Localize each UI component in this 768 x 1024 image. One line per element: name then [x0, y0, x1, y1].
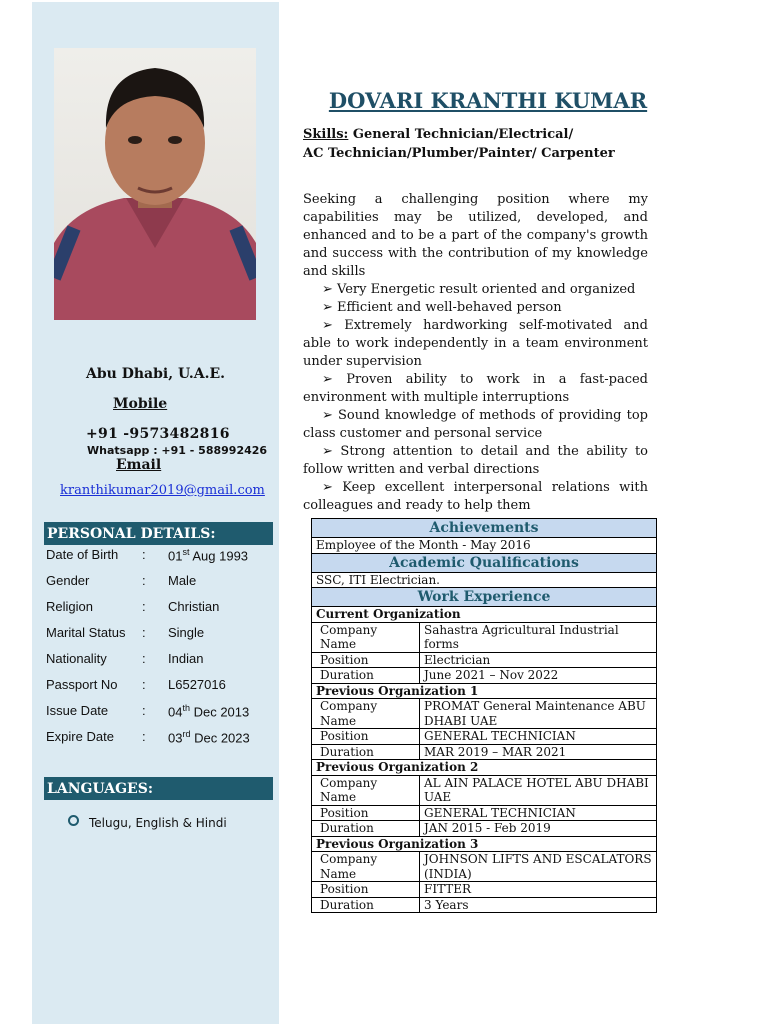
mobile-heading: Mobile — [113, 396, 168, 412]
duration-value: JAN 2015 - Feb 2019 — [420, 821, 657, 837]
personal-detail-label: Gender — [46, 573, 90, 588]
academic-item: SSC, ITI Electrician. — [312, 572, 657, 588]
separator: : — [142, 625, 146, 640]
position-label: Position — [312, 805, 420, 821]
position-value: GENERAL TECHNICIAN — [420, 729, 657, 745]
strength-text: Very Energetic result oriented and organized — [337, 282, 636, 297]
personal-detail-label: Marital Status — [46, 625, 126, 640]
duration-label: Duration — [312, 897, 420, 913]
org-title-row — [312, 760, 657, 776]
company-name-row — [312, 699, 657, 729]
arrow-bullet-icon: ➢ — [322, 408, 339, 423]
languages-value: Telugu, English & Hindi — [89, 816, 227, 830]
company-name-row — [312, 775, 657, 805]
duration-label: Duration — [312, 744, 420, 760]
strength-text: Keep excellent interpersonal relations with colleagues and ready to help them — [303, 480, 649, 513]
duration-row — [312, 744, 657, 760]
achievement-item: Employee of the Month - May 2016 — [312, 538, 657, 554]
skills-line-2: AC Technician/Plumber/Painter/ Carpenter — [303, 146, 615, 161]
company-name-value: Sahastra Agricultural Industrial forms — [420, 622, 657, 652]
strength-item — [303, 281, 648, 299]
company-name-label: Company Name — [312, 699, 420, 729]
position-label: Position — [312, 882, 420, 898]
personal-detail-label: Passport No — [46, 677, 118, 692]
company-name-value: PROMAT General Maintenance ABU DHABI UAE — [420, 699, 657, 729]
work-experience-heading: Work Experience — [312, 588, 657, 607]
personal-detail-value: 03rd Dec 2023 — [168, 729, 250, 746]
duration-value: MAR 2019 – MAR 2021 — [420, 744, 657, 760]
position-row — [312, 729, 657, 745]
separator: : — [142, 547, 146, 562]
personal-detail-row — [46, 677, 276, 697]
strength-item — [303, 407, 648, 443]
personal-detail-row — [46, 729, 276, 749]
personal-detail-row — [46, 703, 276, 723]
email-link[interactable]: kranthikumar2019@gmail.com — [60, 483, 265, 498]
company-name-label: Company Name — [312, 775, 420, 805]
position-row — [312, 882, 657, 898]
org-title: Current Organization — [312, 607, 657, 623]
academic-heading: Academic Qualifications — [312, 553, 657, 572]
strength-item — [303, 317, 648, 371]
org-title-row — [312, 836, 657, 852]
company-name-value: AL AIN PALACE HOTEL ABU DHABI UAE — [420, 775, 657, 805]
personal-detail-row — [46, 625, 276, 645]
position-value: FITTER — [420, 882, 657, 898]
position-row — [312, 652, 657, 668]
personal-detail-label: Nationality — [46, 651, 107, 666]
personal-detail-value: Indian — [168, 651, 204, 666]
separator: : — [142, 651, 146, 666]
strengths-list — [303, 281, 648, 515]
arrow-bullet-icon: ➢ — [322, 444, 341, 459]
arrow-bullet-icon: ➢ — [322, 318, 345, 333]
org-title-row — [312, 683, 657, 699]
achievements-heading: Achievements — [312, 519, 657, 538]
personal-detail-row — [46, 651, 276, 671]
email-heading: Email — [116, 457, 162, 473]
objective-text: Seeking a challenging position where my capabilities may be utilized, developed, and enhanced and to be a part of the company's growth and success with the contribution of my knowledge and skills — [303, 192, 648, 279]
company-name-label: Company Name — [312, 622, 420, 652]
arrow-bullet-icon: ➢ — [322, 282, 338, 297]
duration-value: June 2021 – Nov 2022 — [420, 668, 657, 684]
strength-text: Extremely hardworking self-motivated and able to work independently in a team environment under supervision — [303, 318, 648, 369]
duration-label: Duration — [312, 821, 420, 837]
personal-detail-label: Issue Date — [46, 703, 109, 718]
personal-detail-value: 04th Dec 2013 — [168, 703, 250, 720]
personal-detail-row — [46, 547, 276, 567]
org-title: Previous Organization 1 — [312, 683, 657, 699]
objective-section — [303, 191, 648, 515]
duration-row — [312, 821, 657, 837]
candidate-name: DOVARI KRANTHI KUMAR — [328, 88, 648, 113]
position-label: Position — [312, 729, 420, 745]
strength-item — [303, 443, 648, 479]
org-title: Previous Organization 3 — [312, 836, 657, 852]
personal-detail-label: Religion — [46, 599, 93, 614]
personal-detail-value: Single — [168, 625, 205, 640]
position-label: Position — [312, 652, 420, 668]
arrow-bullet-icon: ➢ — [322, 300, 338, 315]
personal-details-heading: PERSONAL DETAILS: — [44, 522, 273, 545]
phone-number: +91 -9573482816 — [86, 426, 230, 442]
circle-bullet-icon — [68, 815, 79, 826]
personal-detail-row — [46, 573, 276, 593]
personal-detail-value: Male — [168, 573, 197, 588]
separator: : — [142, 677, 146, 692]
arrow-bullet-icon: ➢ — [322, 480, 343, 495]
languages-heading: LANGUAGES: — [44, 777, 273, 800]
strength-item — [303, 299, 648, 317]
personal-detail-label: Expire Date — [46, 729, 114, 744]
personal-detail-label: Date of Birth — [46, 547, 119, 562]
separator: : — [142, 599, 146, 614]
personal-detail-value: Christian — [168, 599, 220, 614]
whatsapp-number: Whatsapp : +91 - 588992426 — [87, 444, 268, 457]
strength-item — [303, 479, 648, 515]
duration-label: Duration — [312, 668, 420, 684]
strength-text: Sound knowledge of methods of providing top class customer and personal service — [303, 408, 648, 441]
org-title: Previous Organization 2 — [312, 760, 657, 776]
personal-detail-row — [46, 599, 276, 619]
position-value: Electrician — [420, 652, 657, 668]
duration-value: 3 Years — [420, 897, 657, 913]
separator: : — [142, 573, 146, 588]
duration-row — [312, 668, 657, 684]
skills-line-1: General Technician/Electrical/ — [348, 127, 574, 142]
strength-item — [303, 371, 648, 407]
strength-text: Strong attention to detail and the ability to follow written and verbal directions — [303, 444, 648, 477]
skills-label: Skills: — [303, 127, 349, 142]
duration-row — [312, 897, 657, 913]
personal-detail-value: 01st Aug 1993 — [168, 547, 249, 564]
company-name-row — [312, 622, 657, 652]
arrow-bullet-icon: ➢ — [322, 372, 347, 387]
languages-item — [68, 815, 227, 830]
location-text: Abu Dhabi, U.A.E. — [86, 366, 226, 382]
strength-text: Proven ability to work in a fast-paced environment with multiple interruptions — [303, 372, 649, 405]
org-title-row — [312, 607, 657, 623]
personal-detail-value: L6527016 — [168, 677, 226, 692]
company-name-label: Company Name — [312, 852, 420, 882]
company-name-row — [312, 852, 657, 882]
position-row — [312, 805, 657, 821]
skills-block — [303, 125, 615, 163]
separator: : — [142, 703, 146, 718]
experience-table — [311, 518, 657, 913]
position-value: GENERAL TECHNICIAN — [420, 805, 657, 821]
profile-photo — [54, 48, 256, 320]
company-name-value: JOHNSON LIFTS AND ESCALATORS (INDIA) — [420, 852, 657, 882]
strength-text: Efficient and well-behaved person — [337, 300, 562, 315]
separator: : — [142, 729, 146, 744]
